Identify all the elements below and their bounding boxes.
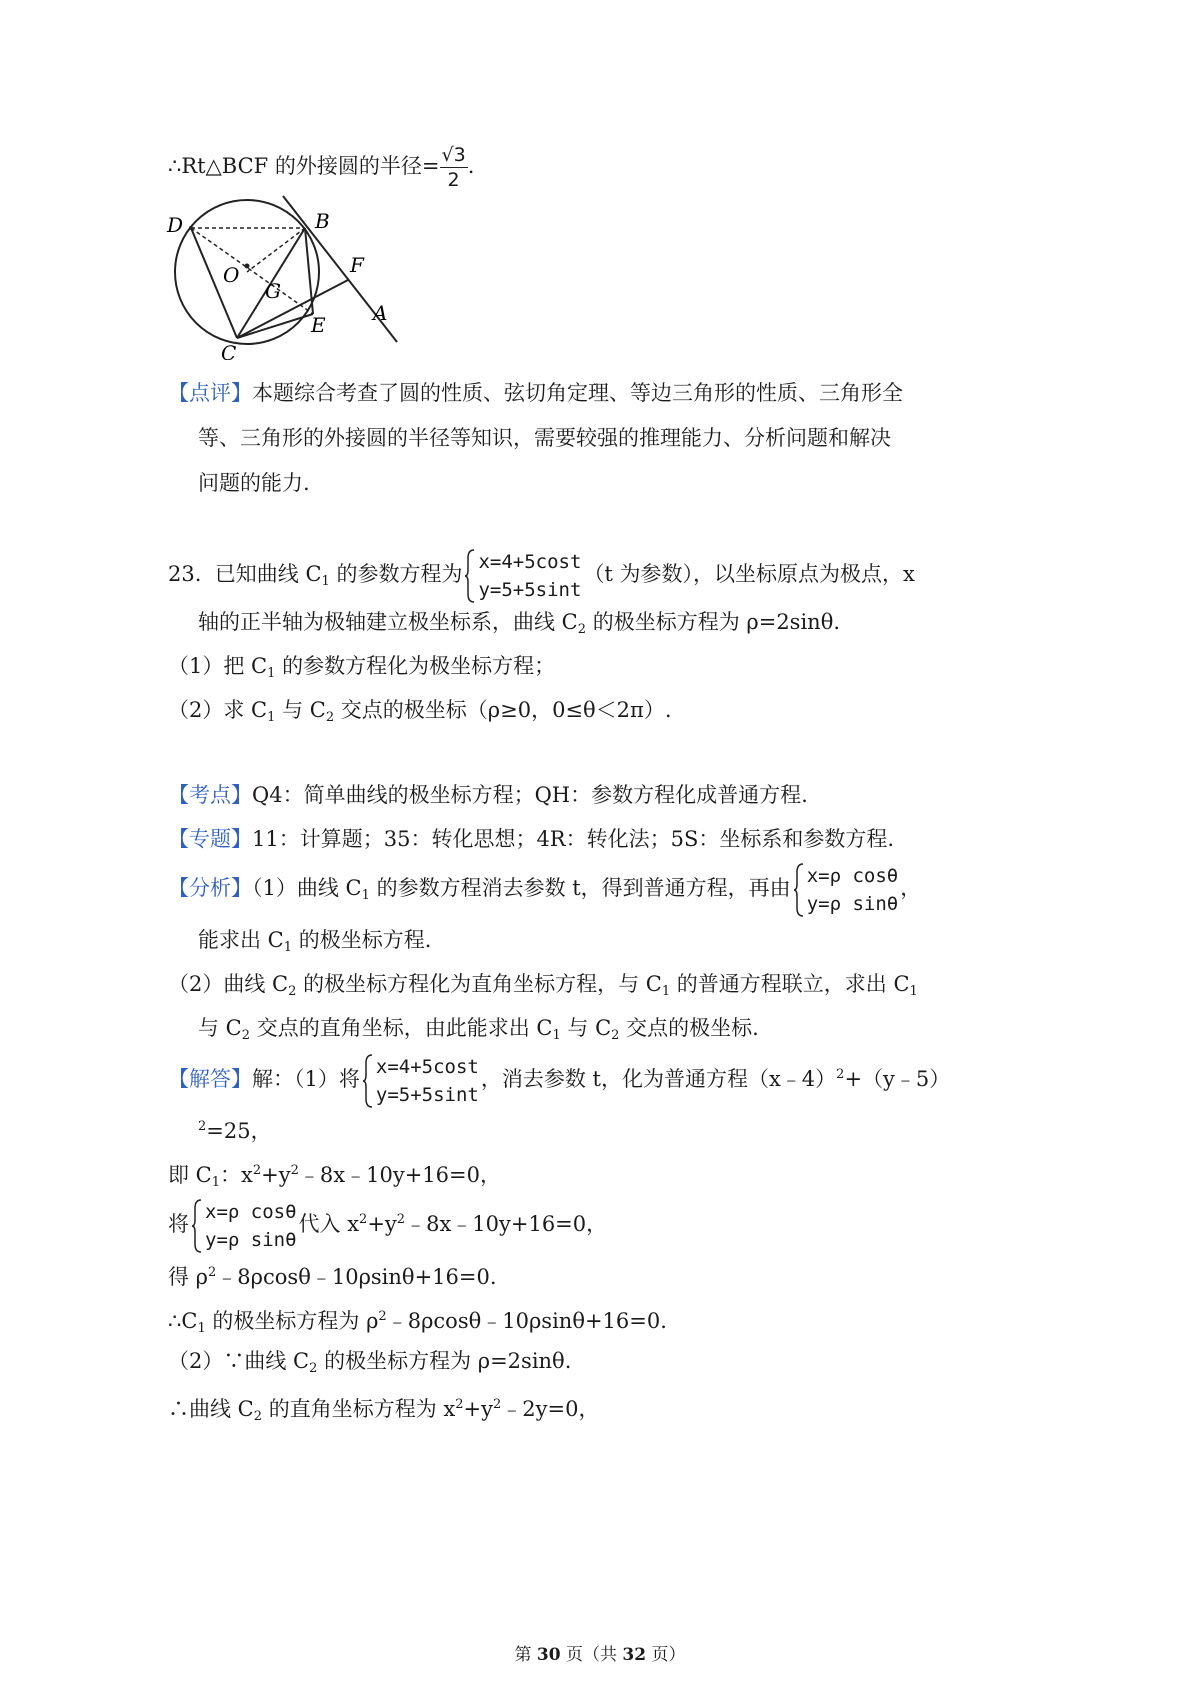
segment-cf	[237, 280, 348, 338]
label-b: B	[315, 209, 330, 233]
comment-line2: 等、三角形的外接圆的半径等知识，需要较强的推理能力、分析问题和解决	[198, 426, 891, 450]
q23-stem: 23. 已知曲线 $C_1$ 的参数方程为 x=4+5cost y=5+5sint （t 为参数），以坐标原点为极点，x	[168, 546, 915, 610]
kaodian-line: 【考点】Q4：简单曲线的极坐标方程；QH：参数方程化成普通方程.	[168, 783, 808, 807]
jieda-line2: $^2$=25，	[198, 1119, 272, 1143]
comment-line1: 【点评】本题综合考查了圆的性质、弦切角定理、等边三角形的性质、三角形全	[168, 381, 903, 405]
segment-bo	[247, 228, 305, 272]
page-footer: 第 30 页（共 32 页）	[514, 1645, 686, 1665]
point-d-dot	[189, 226, 193, 230]
fenxi-line1: 【分析】（1）曲线 $C_1$ 的参数方程消去参数 t，得到普通方程，再由 x=ρ cosθ y=ρ sinθ ，	[168, 860, 921, 924]
param-system: x=4+5cost y=5+5sint	[362, 1053, 479, 1109]
label-o: O	[223, 263, 240, 287]
label-e: E	[311, 313, 326, 337]
center-dot	[245, 264, 250, 269]
comment-line3: 问题的能力.	[198, 471, 310, 495]
polar-system: x=ρ cosθ y=ρ sinθ	[793, 862, 899, 918]
geometry-figure	[165, 190, 425, 360]
jieda-line3: 即 $C_1$：$x^2+y^2﹣8x﹣10y+16=0$，	[168, 1163, 501, 1190]
radius-conclusion: ∴Rt△BCF 的外接圆的半径= $\frac{√3}{2}$ .	[168, 144, 475, 191]
label-d: D	[167, 213, 184, 237]
label-c: C	[221, 341, 237, 360]
equation-system: x=4+5cost y=5+5sint	[464, 548, 581, 604]
label-f: F	[350, 253, 364, 277]
jieda-line8: ∴曲线 $C_2$ 的直角坐标方程为 $x^2+y^2﹣2y=0$，	[168, 1397, 600, 1424]
jieda-line4: 将 x=ρ cosθ y=ρ sinθ 代入 $x^2+y^2﹣8x﹣10y+16=0$，	[168, 1192, 607, 1254]
zhuanti-line: 【专题】11：计算题；35：转化思想；4R：转化法；5S：坐标系和参数方程.	[168, 827, 895, 851]
fenxi-line4: 与 $C_2$ 交点的直角坐标，由此能求出 $C_1$ 与 $C_2$ 交点的极坐标.	[198, 1016, 759, 1043]
label-a: A	[373, 301, 388, 325]
jieda-line5: 得 $\rho^2﹣8\rho\cos\theta﹣10\rho\sin\theta+16=0$.	[168, 1265, 497, 1289]
polar-substitution-system: x=ρ cosθ y=ρ sinθ	[191, 1198, 297, 1254]
q23-line2: 轴的正半轴为极轴建立极坐标系，曲线 $C_2$ 的极坐标方程为 ρ=2sinθ.	[198, 610, 841, 637]
jieda-line7: （2）∵曲线 $C_2$ 的极坐标方程为 ρ=2sinθ.	[168, 1349, 572, 1376]
q23-part2: （2）求 $C_1$ 与 $C_2$ 交点的极坐标（ρ≥0，0≤θ＜2π）.	[168, 698, 672, 725]
fraction: $\frac{√3}{2}$	[441, 144, 466, 191]
jieda-line1: 【解答】解：（1）将 x=4+5cost y=5+5sint ，消去参数 t，化为普通方程（x﹣4）$^2$+（y﹣5）	[168, 1047, 950, 1109]
label-g: G	[265, 279, 281, 303]
jieda-line6: $\therefore C_1$ 的极坐标方程为 $\rho^2﹣8\rho\cos\theta﹣10\rho\sin\theta+16=0$.	[168, 1309, 667, 1336]
fenxi-line2: 能求出 $C_1$ 的极坐标方程.	[198, 928, 432, 955]
fenxi-line3: （2）曲线 $C_2$ 的极坐标方程化为直角坐标方程，与 $C_1$ 的普通方程联立，求出 $C_1$	[168, 972, 918, 999]
q23-part1: （1）把 $C_1$ 的参数方程化为极坐标方程；	[168, 654, 556, 681]
